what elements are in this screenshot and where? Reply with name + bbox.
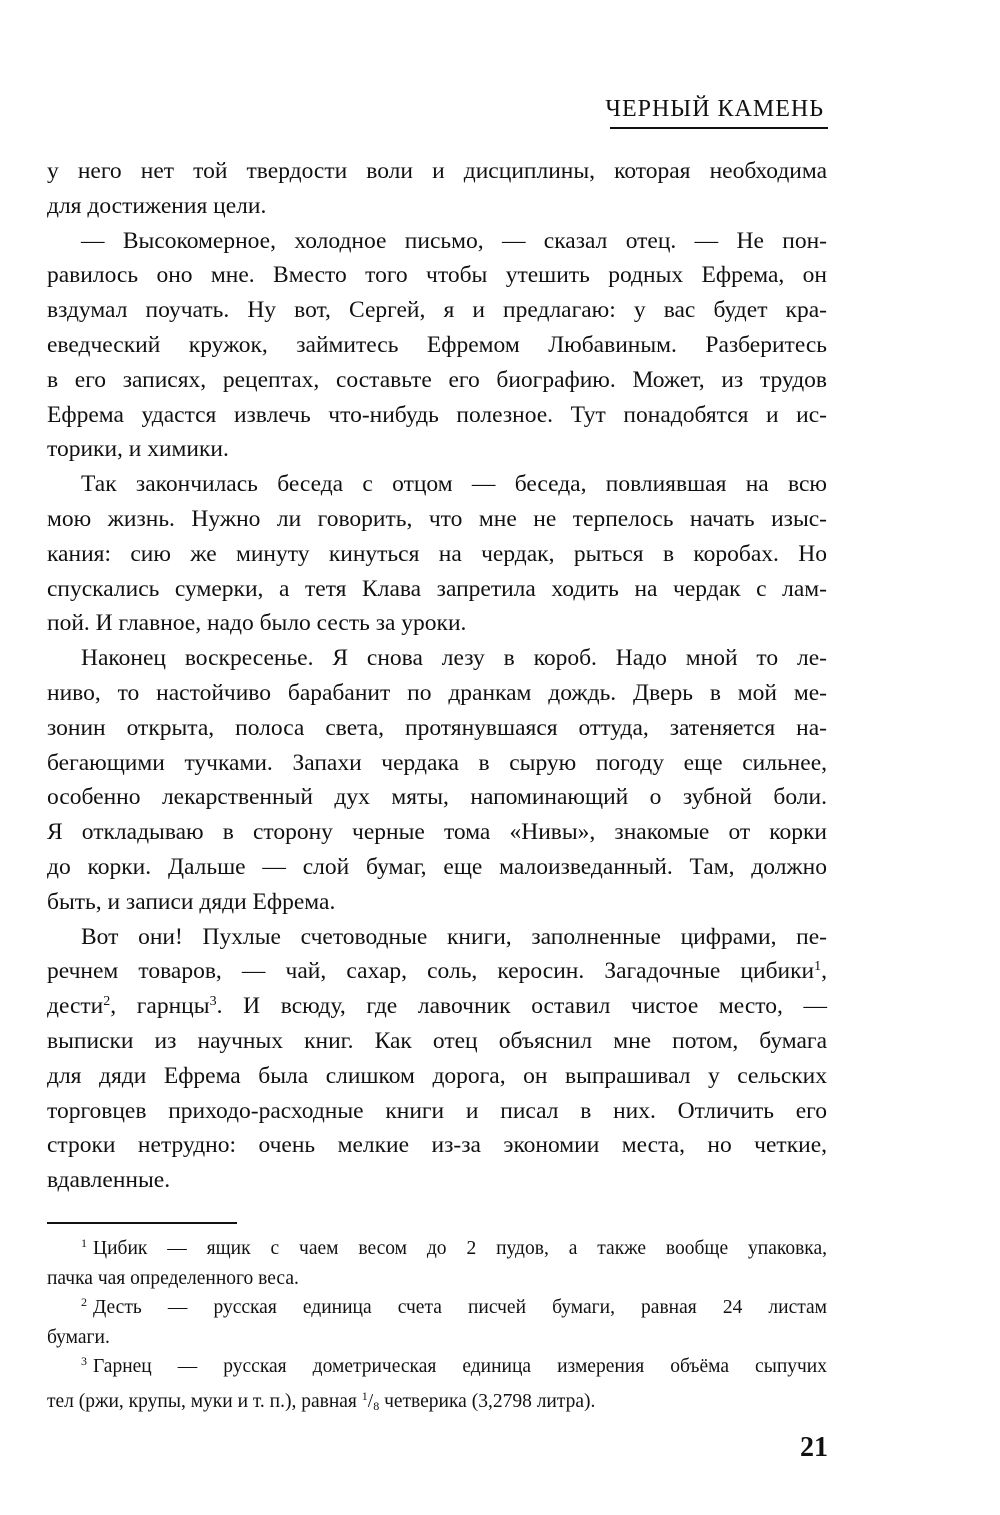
text-line: бегающими тучками. Запахи чердака в сырую погоду еще сильнее, (47, 749, 827, 776)
footnote-line (47, 1382, 827, 1422)
text-line: торговцев приходо-расходные книги и писал в них. Отличить его (47, 1097, 827, 1124)
paragraph-5 (47, 920, 827, 1198)
footnotes (47, 1234, 827, 1421)
fraction-numerator: 1 (361, 1388, 368, 1403)
text-line: вздумал поучать. Ну вот, Сергей, я и предлагаю: у вас будет кра- (47, 297, 827, 324)
text-line: Я откладываю в сторону черные тома «Нивы», знакомые от корки (47, 819, 827, 846)
footnote-mark: 1 (81, 1236, 87, 1250)
footnote-text: Гарнец — русская дометрическая единица измерения объёма сыпучих (93, 1356, 827, 1377)
text-line: до корки. Дальше — слой бумаг, еще малоизведанный. Там, должно (47, 853, 827, 880)
fraction: $^1$/8 (361, 1388, 380, 1413)
footnote-ref-2: 2 (103, 994, 111, 1010)
text-line: выписки из научных книг. Как отец объяснил мне потом, бумага (47, 1027, 827, 1054)
text-line: равилось оно мне. Вместо того чтобы утешить родных Ефрема, он (47, 262, 827, 289)
footnote-text: тел (ржи, крупы, муки и т. п.), равная (47, 1390, 362, 1412)
paragraph-4 (47, 641, 827, 919)
text-line: для достижения цели. (47, 192, 267, 219)
footnote-text: Десть — русская единица счета писчей бумаги, равная 24 листам (93, 1297, 827, 1318)
footnote-rule (47, 1222, 237, 1224)
fraction-denominator: 8 (373, 1398, 380, 1413)
text-line (47, 954, 827, 989)
footnote-2 (47, 1293, 827, 1352)
text-line: в его записях, рецептах, составьте его биографию. Может, из трудов (47, 366, 827, 393)
text-line: зонин открыта, полоса света, протянувшаяся оттуда, затеняется на- (47, 714, 827, 741)
text-line: ниво, то настойчиво барабанит по дранкам дождь. Дверь в мой ме- (47, 679, 827, 706)
footnote-1 (47, 1234, 827, 1293)
paragraph-2 (47, 224, 827, 468)
text-segment: дести (47, 993, 104, 1020)
text-line: — Высокомерное, холодное письмо, — сказал отец. — Не пон- (81, 227, 827, 254)
text-line: Так закончилась беседа с отцом — беседа, повлиявшая на всю (81, 471, 827, 498)
text-line: спускались сумерки, а тетя Клава запретила ходить на чердак с лам- (47, 575, 827, 602)
text-line: торики, и химики. (47, 436, 229, 463)
text-segment: , (821, 958, 827, 985)
footnote-text: Цибик — ящик с чаем весом до 2 пудов, а также вообще упаковка, (93, 1238, 827, 1259)
footnote-line (47, 1352, 827, 1382)
text-line: Вот они! Пухлые счетоводные книги, заполненные цифрами, пе- (81, 923, 827, 950)
text-line: Ефрема удастся извлечь что-нибудь полезное. Тут понадобятся и ис- (47, 401, 827, 428)
footnote-ref-3: 3 (209, 994, 217, 1010)
text-line: Наконец воскресенье. Я снова лезу в короб. Надо мной то ле- (81, 645, 827, 672)
text-line (47, 989, 827, 1024)
text-line: кания: сию же минуту кинуться на чердак, рыться в коробах. Но (47, 540, 827, 567)
text-line: для дяди Ефрема была слишком дорога, он выпрашивал у сельских (47, 1062, 827, 1089)
main-text (47, 154, 827, 1198)
paragraph-3 (47, 467, 827, 641)
footnote-line: бумаги. (47, 1326, 110, 1348)
text-line: у него нет той твердости воли и дисциплины, которая необходима (47, 158, 827, 184)
paragraph-1 (47, 154, 827, 224)
footnote-mark: 3 (81, 1354, 87, 1368)
text-line: строки нетрудно: очень мелкие из-за экономии места, но четкие, (47, 1132, 827, 1159)
page-number: 21 (800, 1432, 828, 1463)
footnote-mark: 2 (81, 1295, 87, 1309)
footnote-line (47, 1234, 827, 1264)
footnote-ref-1: 1 (814, 959, 822, 975)
text-line: мою жизнь. Нужно ли говорить, что мне не терпелось начать изыс- (47, 505, 827, 532)
footnote-line: пачка чая определенного веса. (47, 1267, 299, 1289)
text-segment: , гарнцы (110, 993, 210, 1020)
text-line: еведческий кружок, займитесь Ефремом Любавиным. Разберитесь (47, 331, 827, 358)
header-rule (610, 127, 828, 129)
text-line: пой. И главное, надо было сесть за уроки. (47, 610, 467, 637)
footnote-3 (47, 1352, 827, 1421)
running-title: ЧЕРНЫЙ КАМЕНЬ (605, 96, 824, 122)
footnote-line (47, 1293, 827, 1323)
text-segment: . И всюду, где лавочник оставил чистое место, — (216, 993, 827, 1020)
footnote-text: четверика (3,2798 литра). (379, 1390, 596, 1412)
text-line: особенно лекарственный дух мяты, напоминающий о зубной боли. (47, 784, 827, 811)
text-segment: речнем товаров, — чай, сахар, соль, керосин. Загадочные цибики (47, 958, 815, 985)
text-line: быть, и записи дяди Ефрема. (47, 888, 336, 915)
text-line: вдавленные. (47, 1167, 171, 1194)
